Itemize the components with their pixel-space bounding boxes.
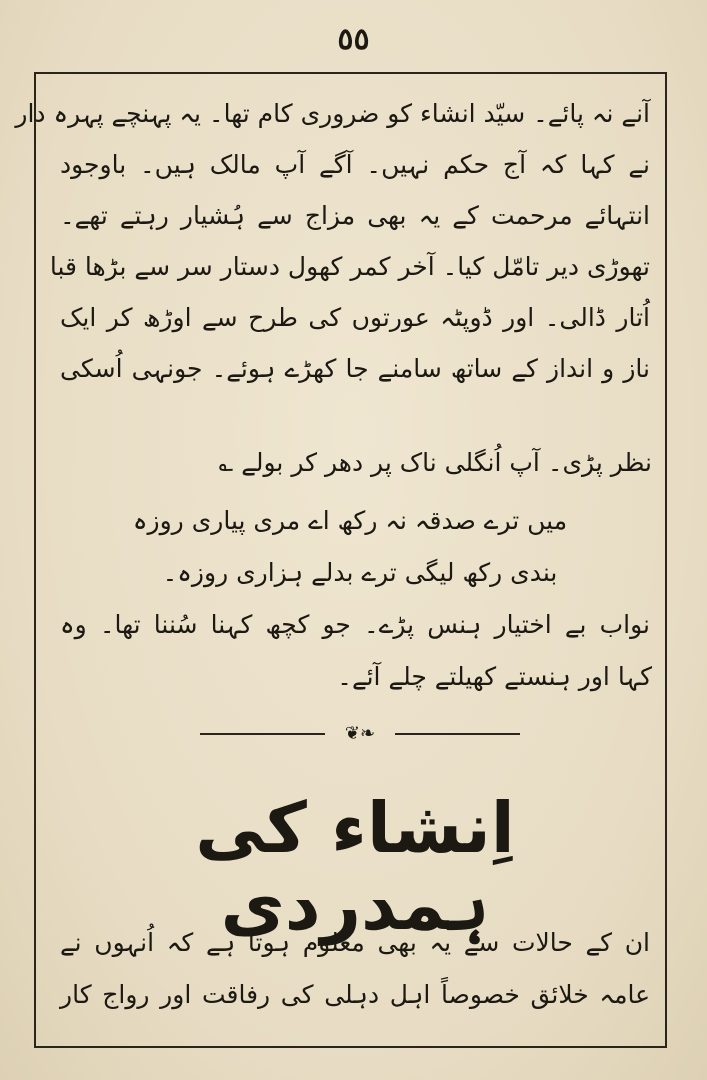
text-line: نواب بے اختیار ہنس پڑے۔ جو کچھ کہنا سُننا تھا۔ وہ: [60, 610, 650, 639]
section-heading: اِنشاء کی ہمدردی: [195, 787, 515, 946]
divider-rule-left: [200, 733, 325, 735]
text-line: اُتار ڈالی۔ اور ڈوپٹہ عورتوں کی طرح سے اوڑھ کر ایک: [60, 303, 650, 332]
text-line: تھوڑی دیر تامّل کیا۔ آخر کمر کھول دستار سر سے بڑھا قبا: [49, 252, 650, 281]
text-line: نظر پڑی۔ آپ اُنگلی ناک پر دھر کر بولے ؎: [218, 448, 652, 477]
fleuron-icon: ❦❧: [344, 723, 376, 744]
ornamental-divider: [200, 722, 520, 746]
text-line: نے کہا کہ آج حکم نہیں۔ آگے آپ مالک ہیں۔ باوجود: [60, 150, 650, 179]
text-line: آنے نہ پائے۔ سیّد انشاء کو ضروری کام تھا۔ یہ پہنچے پہرہ دار: [15, 99, 650, 128]
page-number: ٥٥: [337, 22, 370, 57]
text-line: انتہائے مرحمت کے یہ بھی مزاج سے ہُشیار رہتے تھے۔: [60, 201, 650, 230]
divider-rule-right: [395, 733, 520, 735]
text-line: ناز و انداز کے ساتھ سامنے جا کھڑے ہوئے۔ جونہی اُسکی: [60, 354, 650, 383]
verse-line: بندی رکھ لیگی ترے بدلے ہزاری روزہ۔: [162, 558, 558, 587]
text-line: عامہ خلائق خصوصاً اہل دہلی کی رفاقت اور رواج کار: [60, 980, 650, 1009]
verse-line: میں ترے صدقہ نہ رکھ اے مری پیاری روزہ: [132, 506, 568, 535]
text-line: کہا اور ہنستے کھیلتے چلے آئے۔: [337, 662, 652, 691]
text-line: ان کے حالات سے یہ بھی معلوم ہوتا ہے کہ اُنہوں نے: [60, 928, 650, 957]
